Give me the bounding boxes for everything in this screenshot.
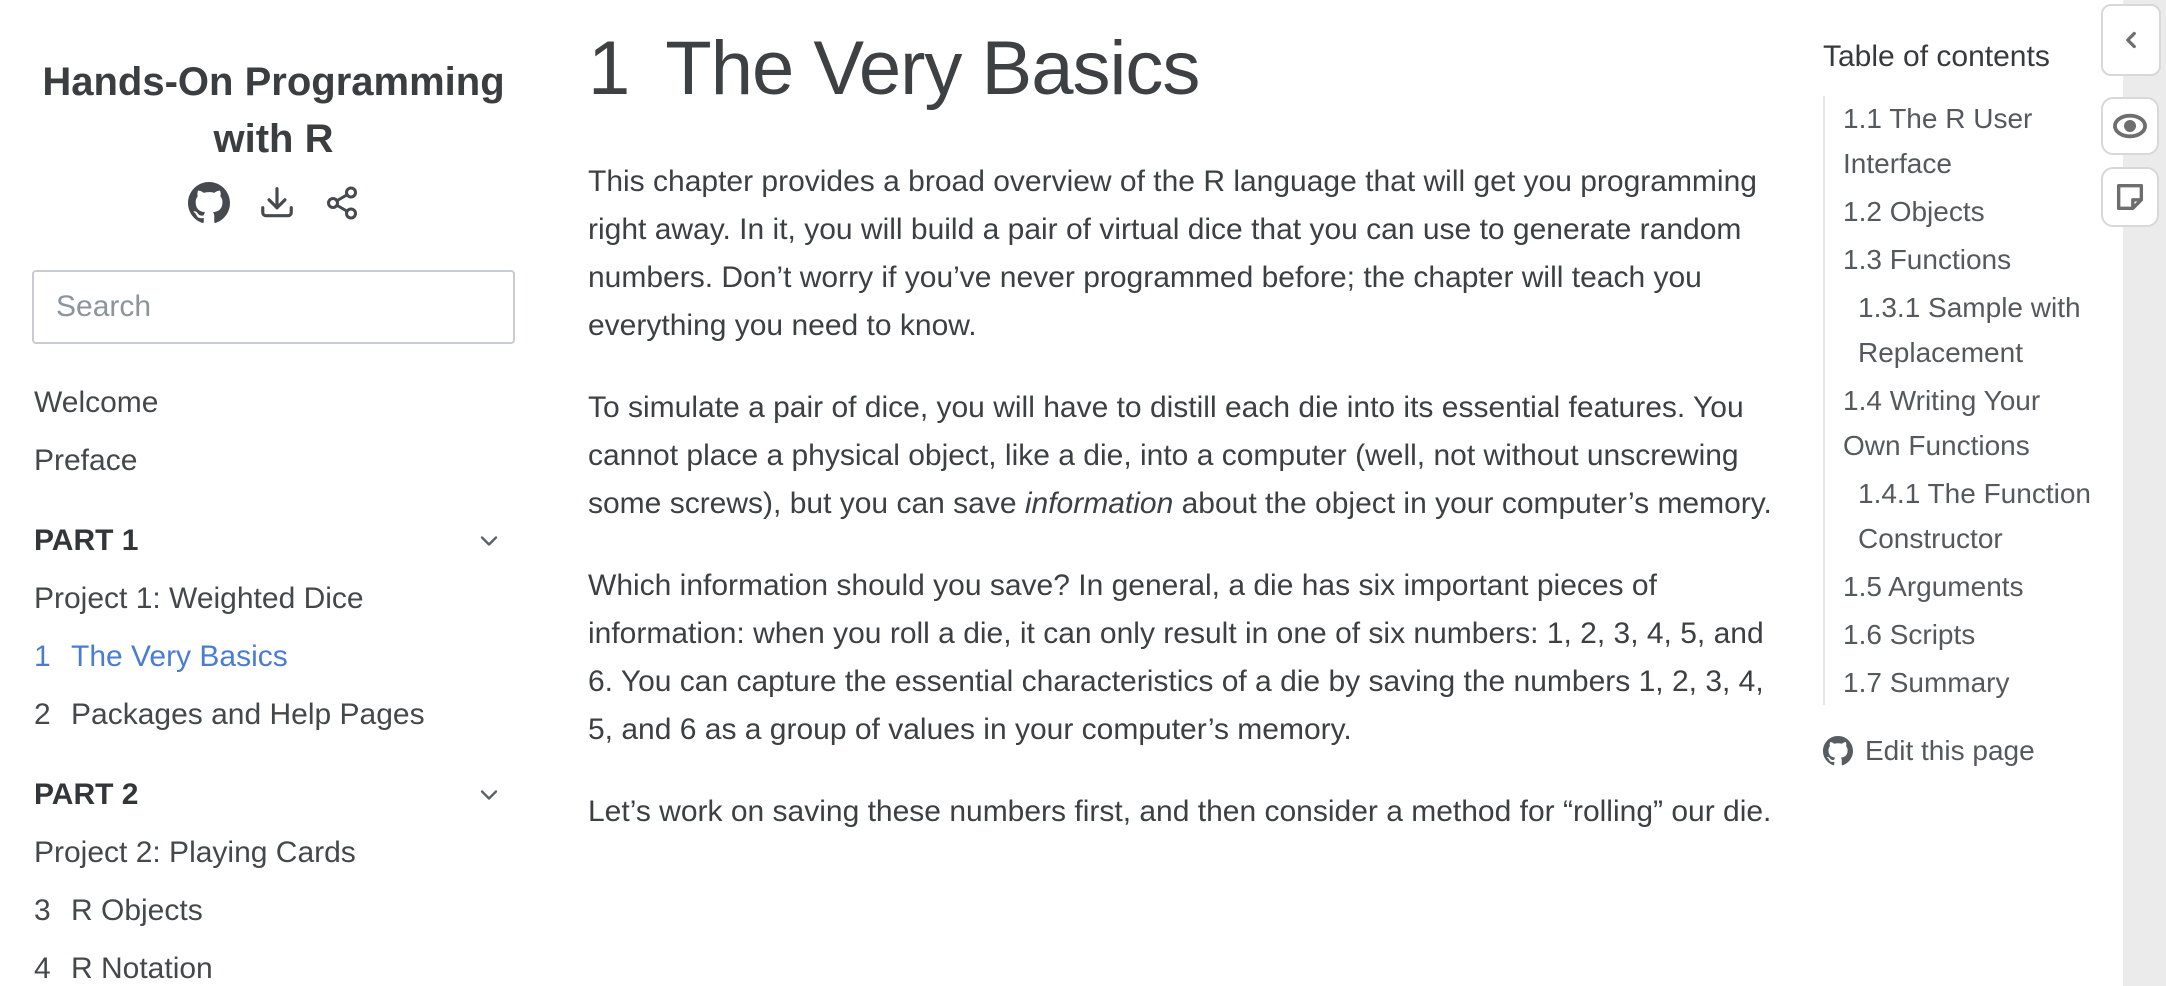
sidebar-item-welcome[interactable] xyxy=(32,374,515,432)
sidebar-item-part-1[interactable] xyxy=(32,512,515,570)
edit-this-page-label: Edit this page xyxy=(1865,735,2035,766)
chevron-down-icon xyxy=(475,527,503,555)
edit-this-page-link[interactable] xyxy=(1823,735,2123,767)
sidebar-item-label: Welcome xyxy=(34,386,159,419)
paragraph: To simulate a pair of dice, you will have to distill each die into its essential features. You cannot place a physical object, like a die, into a computer (well, not without unscrewing some screws), but you can save information about the object in your computer’s memory. xyxy=(588,391,1772,520)
search-container xyxy=(32,270,515,344)
toc-item-1-4-1-the-function-constructor[interactable]: 1.4.1 The Function Constructor xyxy=(1858,478,2091,554)
toc-item-1-6-scripts[interactable]: 1.6 Scripts xyxy=(1843,619,1976,650)
toc-item-1-2-objects[interactable]: 1.2 Objects xyxy=(1843,196,1985,227)
toc-item-1-3-functions[interactable]: 1.3 Functions xyxy=(1843,244,2012,275)
sidebar-item-project-1-weighted-dice[interactable] xyxy=(32,570,515,628)
paragraph: Let’s work on saving these numbers first, and then consider a method for “rolling” our die. xyxy=(588,795,1772,828)
toc-title: Table of contents xyxy=(1823,40,2050,73)
book-title: Hands-On Programming with R xyxy=(42,60,505,161)
paragraph: Which information should you save? In general, a die has six important pieces of information: when you roll a die, it can only result in one of six numbers: 1, 2, 3, 4, 5, and 6. You can capture the essential characteristics of a die by saving the numbers 1, 2, 3, 4, 5, and 6 as a group of values in your computer’s memory. xyxy=(588,569,1764,746)
toc-item-1-5-arguments[interactable]: 1.5 Arguments xyxy=(1843,571,2024,602)
chapter-number: 4 xyxy=(34,952,51,985)
paragraph: This chapter provides a broad overview of the R language that will get you programming right away. In it, you will build a pair of virtual dice that you can use to generate random numbers. Don’t worry if you’ve never programmed before; the chapter will teach you everything you need to know. xyxy=(588,165,1757,342)
sidebar-item-r-notation[interactable] xyxy=(32,940,515,986)
sidebar-item-label: Packages and Help Pages xyxy=(71,698,425,731)
sidebar-item-part-2[interactable] xyxy=(32,766,515,824)
sidebar-item-label: PART 1 xyxy=(34,524,139,557)
sidebar-item-label: PART 2 xyxy=(34,778,139,811)
sidebar-item-label: The Very Basics xyxy=(71,640,288,673)
share-icon[interactable] xyxy=(324,185,360,221)
chapter-number: 2 xyxy=(34,698,51,731)
toc-item-1-4-writing-your-own-functions[interactable]: 1.4 Writing Your Own Functions xyxy=(1843,385,2041,461)
new-page-note-button[interactable] xyxy=(2101,167,2159,227)
chapter-body xyxy=(588,158,1778,836)
download-icon[interactable] xyxy=(258,184,296,222)
show-highlights-button[interactable] xyxy=(2101,97,2159,155)
sidebar-item-label: Project 2: Playing Cards xyxy=(34,836,356,869)
main-content xyxy=(588,0,1778,836)
github-icon[interactable] xyxy=(188,182,230,224)
book-title-icons xyxy=(32,182,515,224)
chapter-number: 1 xyxy=(34,640,51,673)
github-icon xyxy=(1823,736,1853,766)
toc-item-1-7-summary[interactable]: 1.7 Summary xyxy=(1843,667,2010,698)
chapter-title xyxy=(588,24,1778,114)
sidebar-item-project-2-playing-cards[interactable] xyxy=(32,824,515,882)
sidebar-nav xyxy=(32,374,515,986)
page-note-icon xyxy=(2113,180,2147,214)
toc-list xyxy=(1823,96,2101,705)
toc-item-1-1-the-r-user-interface[interactable]: 1.1 The R User Interface xyxy=(1843,103,2033,179)
sidebar-item-packages-and-help-pages[interactable] xyxy=(32,686,515,744)
search-input[interactable] xyxy=(32,270,515,344)
chevron-left-icon xyxy=(2118,27,2144,53)
sidebar-item-label: R Objects xyxy=(71,894,203,927)
chevron-down-icon xyxy=(475,781,503,809)
sidebar-item-r-objects[interactable] xyxy=(32,882,515,940)
collapse-sidebar-button[interactable] xyxy=(2101,4,2161,76)
sidebar xyxy=(0,0,545,986)
toc-item-1-3-1-sample-with-replacement[interactable]: 1.3.1 Sample with Replacement xyxy=(1858,292,2081,368)
sidebar-item-label: Preface xyxy=(34,444,138,477)
chapter-title-text: The Very Basics xyxy=(665,26,1200,111)
chapter-number: 3 xyxy=(34,894,51,927)
sidebar-item-label: R Notation xyxy=(71,952,213,985)
eye-icon xyxy=(2111,107,2149,145)
table-of-contents xyxy=(1823,0,2123,767)
chapter-number: 1 xyxy=(588,26,630,111)
sidebar-item-preface[interactable] xyxy=(32,432,515,490)
sidebar-item-label: Project 1: Weighted Dice xyxy=(34,582,364,615)
sidebar-item-the-very-basics[interactable] xyxy=(32,628,515,686)
